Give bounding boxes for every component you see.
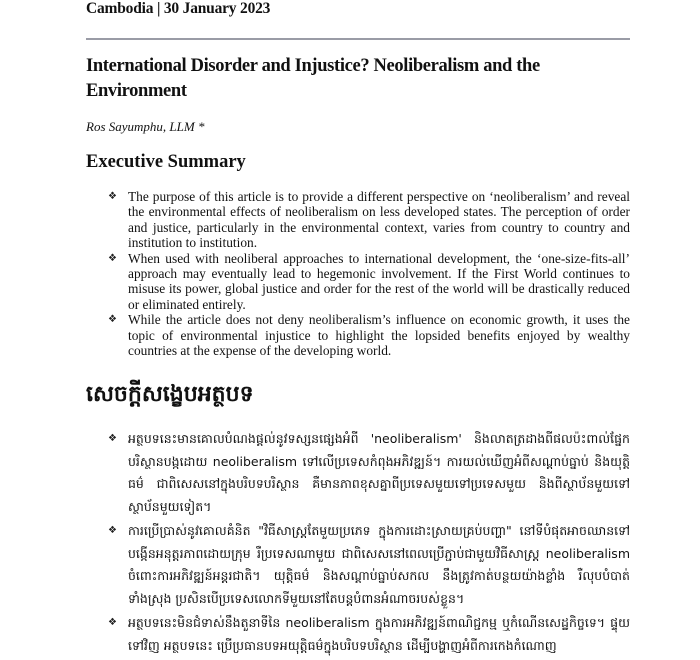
- khmer-summary-item: [108, 612, 630, 657]
- khmer-summary-item: [108, 520, 630, 610]
- summary-item-text: When used with neoliberal approaches to international development, the ‘one-size-fits-all’ approach may eventually lead to hegemonic involvement. If the First World continues to misuse its power, global justice and order for the rest of the world will be drastically reduced or eliminated entirely.: [128, 250, 630, 312]
- header-location-date: Cambodia | 30 January 2023: [86, 0, 271, 17]
- khmer-summary-item-text: អត្ថបទនេះមិនជំទាស់នឹងតួនាទីនៃ neoliberalism ក្នុងការអភិវឌ្ឍន៍ពាណិជ្ជកម្ម ឬកំណើនសេដ្ឋកិច្ចទេ។ ផ្ទុយទៅវិញ អត្ថបទនេះ ប្រើប្រធានបទអយុត្តិធម៌ក្នុងបរិបទបរិស្ថាន ដើម្បីបង្ហាញអំពីការកេងកំណោញ: [128, 615, 630, 653]
- header-separator: [86, 38, 630, 40]
- summary-item: [108, 312, 630, 358]
- diamond-bullet-icon: ❖: [108, 617, 117, 628]
- khmer-summary-heading: សេចក្តីសង្ខេបអត្ថបទ: [86, 382, 254, 407]
- summary-item-text: While the article does not deny neoliberalism’s influence on economic growth, it uses the topic of environmental injustice to highlight the lopsided benefits enjoyed by wealthy countries at the expense of the developing world.: [128, 312, 630, 359]
- article-author: Ros Sayumphu, LLM *: [86, 119, 205, 134]
- khmer-summary-item-text: ការប្រើប្រាស់នូវគោលគំនិត "វិធីសាស្ត្រតែមួយប្រភេទ ក្នុងការដោះស្រាយគ្រប់បញ្ហា" នៅទីបំផុតអាចឈានទៅបង្កើនអនុត្តរភាពដោយក្រុម រឺប្រទេសណាមួយ ជាពិសេសនៅពេលប្រើភ្ជាប់ជាមួយវិធីសាស្ត្រ neoliberalism ចំពោះការអភិវឌ្ឍន៍អន្តរជាតិ។ យុត្តិធម៌ និងសណ្តាប់ធ្នាប់សកល នឹងត្រូវកាត់បន្ថយយ៉ាងខ្លាំង រឺលុបបំបាត់ទាំងស្រុង ប្រសិនបើប្រទេសលោកទីមួយនៅតែបន្តបំពានអំណាចរបស់ខ្លួន។: [128, 523, 630, 606]
- diamond-bullet-icon: ❖: [108, 252, 117, 264]
- executive-summary-list: [108, 189, 630, 358]
- diamond-bullet-icon: ❖: [108, 433, 117, 444]
- diamond-bullet-icon: ❖: [108, 191, 117, 202]
- summary-item-text: The purpose of this article is to provide a different perspective on ‘neoliberalism’ and reveal the environmental effects of neoliberalism on less developed states. The perception of order and justice, particularly in the environmental context, varies from country to country and institution to institution.: [128, 189, 630, 251]
- executive-summary-heading: Executive Summary: [86, 152, 246, 172]
- article-title: International Disorder and Injustice? Neoliberalism and the Environment: [86, 56, 540, 101]
- khmer-summary-item-text: អត្ថបទនេះមានគោលបំណងផ្តល់នូវទស្សនផ្សេងអំពី 'neoliberalism' និងលាតត្រដាងពីផលប៉ះពាល់ផ្នែកបរិស្ថានបង្កដោយ neoliberalism ទៅលើប្រទេសកំពុងអភិវឌ្ឍន៍។ ការយល់ឃើញអំពីសណ្តាប់ធ្នាប់ និងយុត្តិធម៌ ជាពិសេសនៅក្នុងបរិបទបរិស្ថាន គឺមានភាពខុសគ្នាពីប្រទេសមួយទៅប្រទេសមួយ និងពីស្ថាប័នមួយទៅស្ថាប័នមួយទៀត។: [128, 431, 630, 514]
- khmer-summary-item: [108, 428, 630, 518]
- diamond-bullet-icon: ❖: [108, 314, 117, 326]
- summary-item: [108, 251, 630, 313]
- summary-item: [108, 189, 630, 251]
- diamond-bullet-icon: ❖: [108, 525, 117, 536]
- khmer-summary-list: [108, 428, 630, 659]
